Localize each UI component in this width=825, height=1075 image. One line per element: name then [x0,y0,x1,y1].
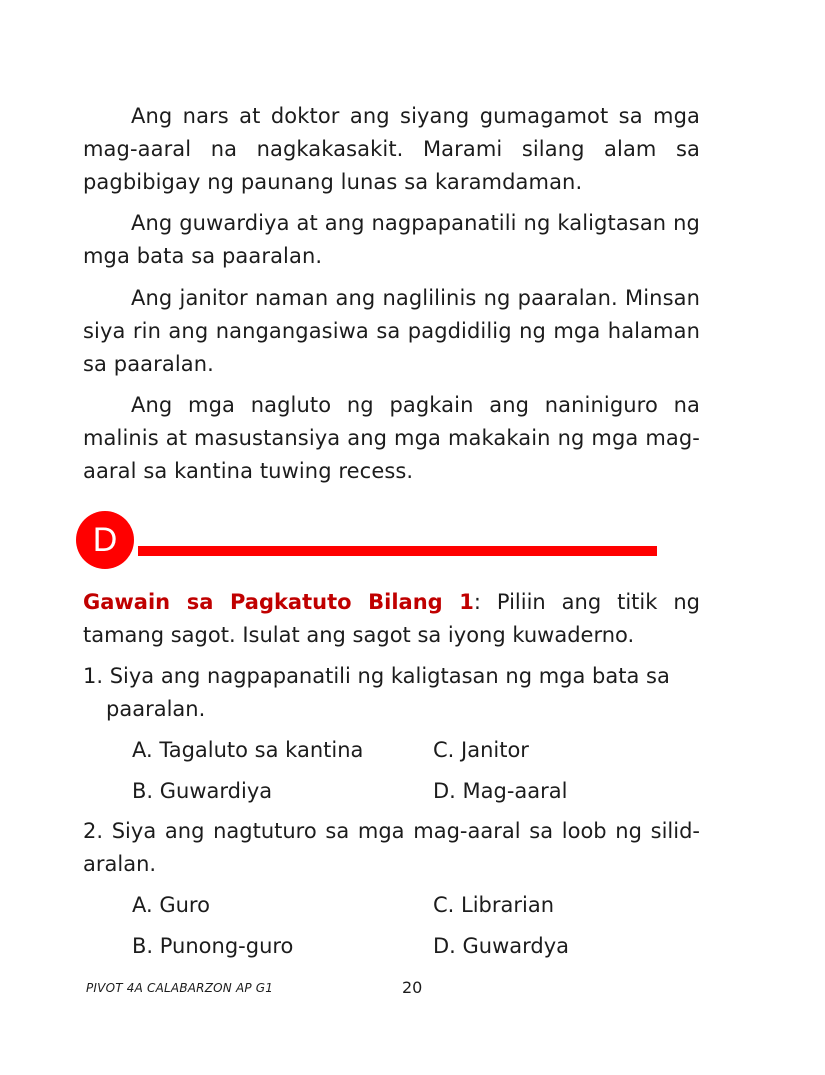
question-2-option-a: A. Guro [132,893,210,917]
question-1: 1. Siya ang nagpapanatili ng kaligtasan ng mga bata sa paaralan. [83,664,670,721]
question-2: 2. Siya ang nagtuturo sa mga mag-aaral sa loob ng silid-aralan. [83,819,700,876]
activity-title: Gawain sa Pagkatuto Bilang 1 [83,590,474,614]
question-1-option-d: D. Mag-aaral [433,779,568,803]
paragraph-guard: Ang guwardiya at ang nagpapanatili ng kaligtasan ng mga bata sa paaralan. [83,211,700,268]
question-2-option-c: C. Librarian [433,893,555,917]
paragraph-nurse-doctor: Ang nars at doktor ang siyang gumagamot sa mga mag-aaral na nagkakasakit. Marami silang alam sa pagbibigay ng paunang lunas sa karamdaman. [83,104,700,194]
question-1-option-c: C. Janitor [433,738,529,762]
section-divider-bar [138,546,657,556]
question-1-option-a: A. Tagaluto sa kantina [132,738,364,762]
page-number: 20 [402,978,423,997]
activity-instruction [83,586,700,652]
section-d-badge: D [76,511,134,569]
activity-instruction-text: : Piliin ang titik ng tamang sagot. Isulat ang sagot sa iyong kuwaderno. [83,590,700,647]
paragraph-janitor: Ang janitor naman ang naglilinis ng paaralan. Minsan siya rin ang nangangasiwa sa pagdidilig ng mga halaman sa paaralan. [83,286,700,376]
question-2-option-d: D. Guwardya [433,934,570,958]
footer-source: PIVOT 4A CALABARZON AP G1 [86,981,274,995]
question-2-option-b: B. Punong-guro [132,934,294,958]
paragraph-cooks: Ang mga nagluto ng pagkain ang naniniguro na malinis at masustansiya ang mga makakain ng mga mag-aaral sa kantina tuwing recess. [83,393,700,483]
question-1-option-b: B. Guwardiya [132,779,273,803]
